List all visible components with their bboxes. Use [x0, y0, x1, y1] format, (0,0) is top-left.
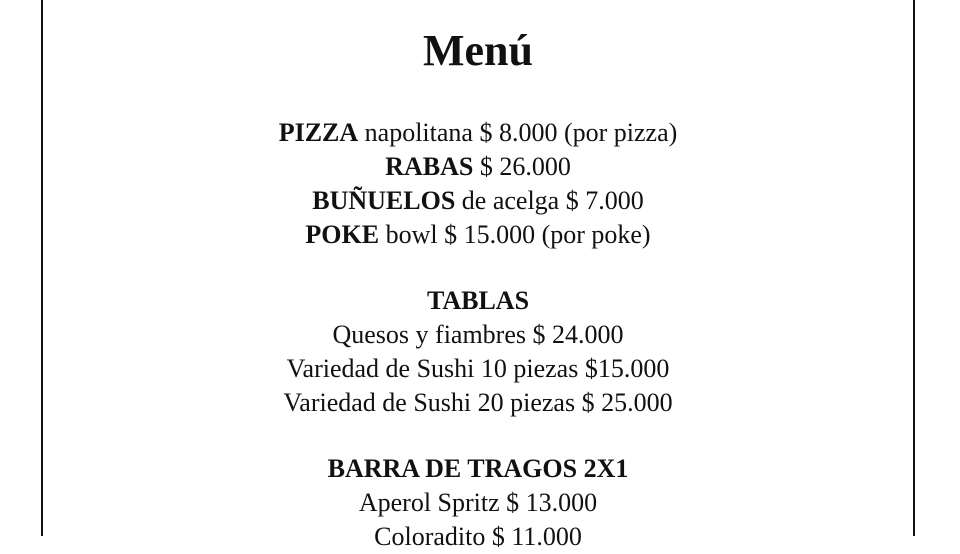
item-detail: bowl $ 15.000 (por poke) [379, 220, 651, 249]
item-name: POKE [305, 220, 380, 249]
item-detail: de acelga $ 7.000 [455, 186, 644, 215]
menu-item-pizza [43, 116, 913, 150]
menu-item-bunuelos [43, 184, 913, 218]
item-detail: napolitana $ 8.000 (por pizza) [358, 118, 678, 147]
section-heading-barra: BARRA DE TRAGOS 2X1 [327, 454, 629, 483]
section-heading-tablas: TABLAS [426, 286, 530, 315]
tablas-item: Quesos y fiambres $ 24.000 [332, 320, 624, 349]
tablas-item: Variedad de Sushi 20 piezas $ 25.000 [283, 388, 673, 417]
page-border-right [913, 0, 915, 536]
menu-item-poke [43, 218, 913, 252]
item-name: BUÑUELOS [312, 186, 456, 215]
page-title: Menú [423, 26, 533, 75]
tablas-item: Variedad de Sushi 10 piezas $15.000 [286, 354, 670, 383]
barra-item: Aperol Spritz $ 13.000 [358, 488, 598, 517]
item-detail: $ 26.000 [473, 152, 571, 181]
menu-item-rabas [43, 150, 913, 184]
item-name: PIZZA [278, 118, 359, 147]
item-name: RABAS [385, 152, 474, 181]
barra-item: Coloradito $ 11.000 [374, 522, 582, 551]
